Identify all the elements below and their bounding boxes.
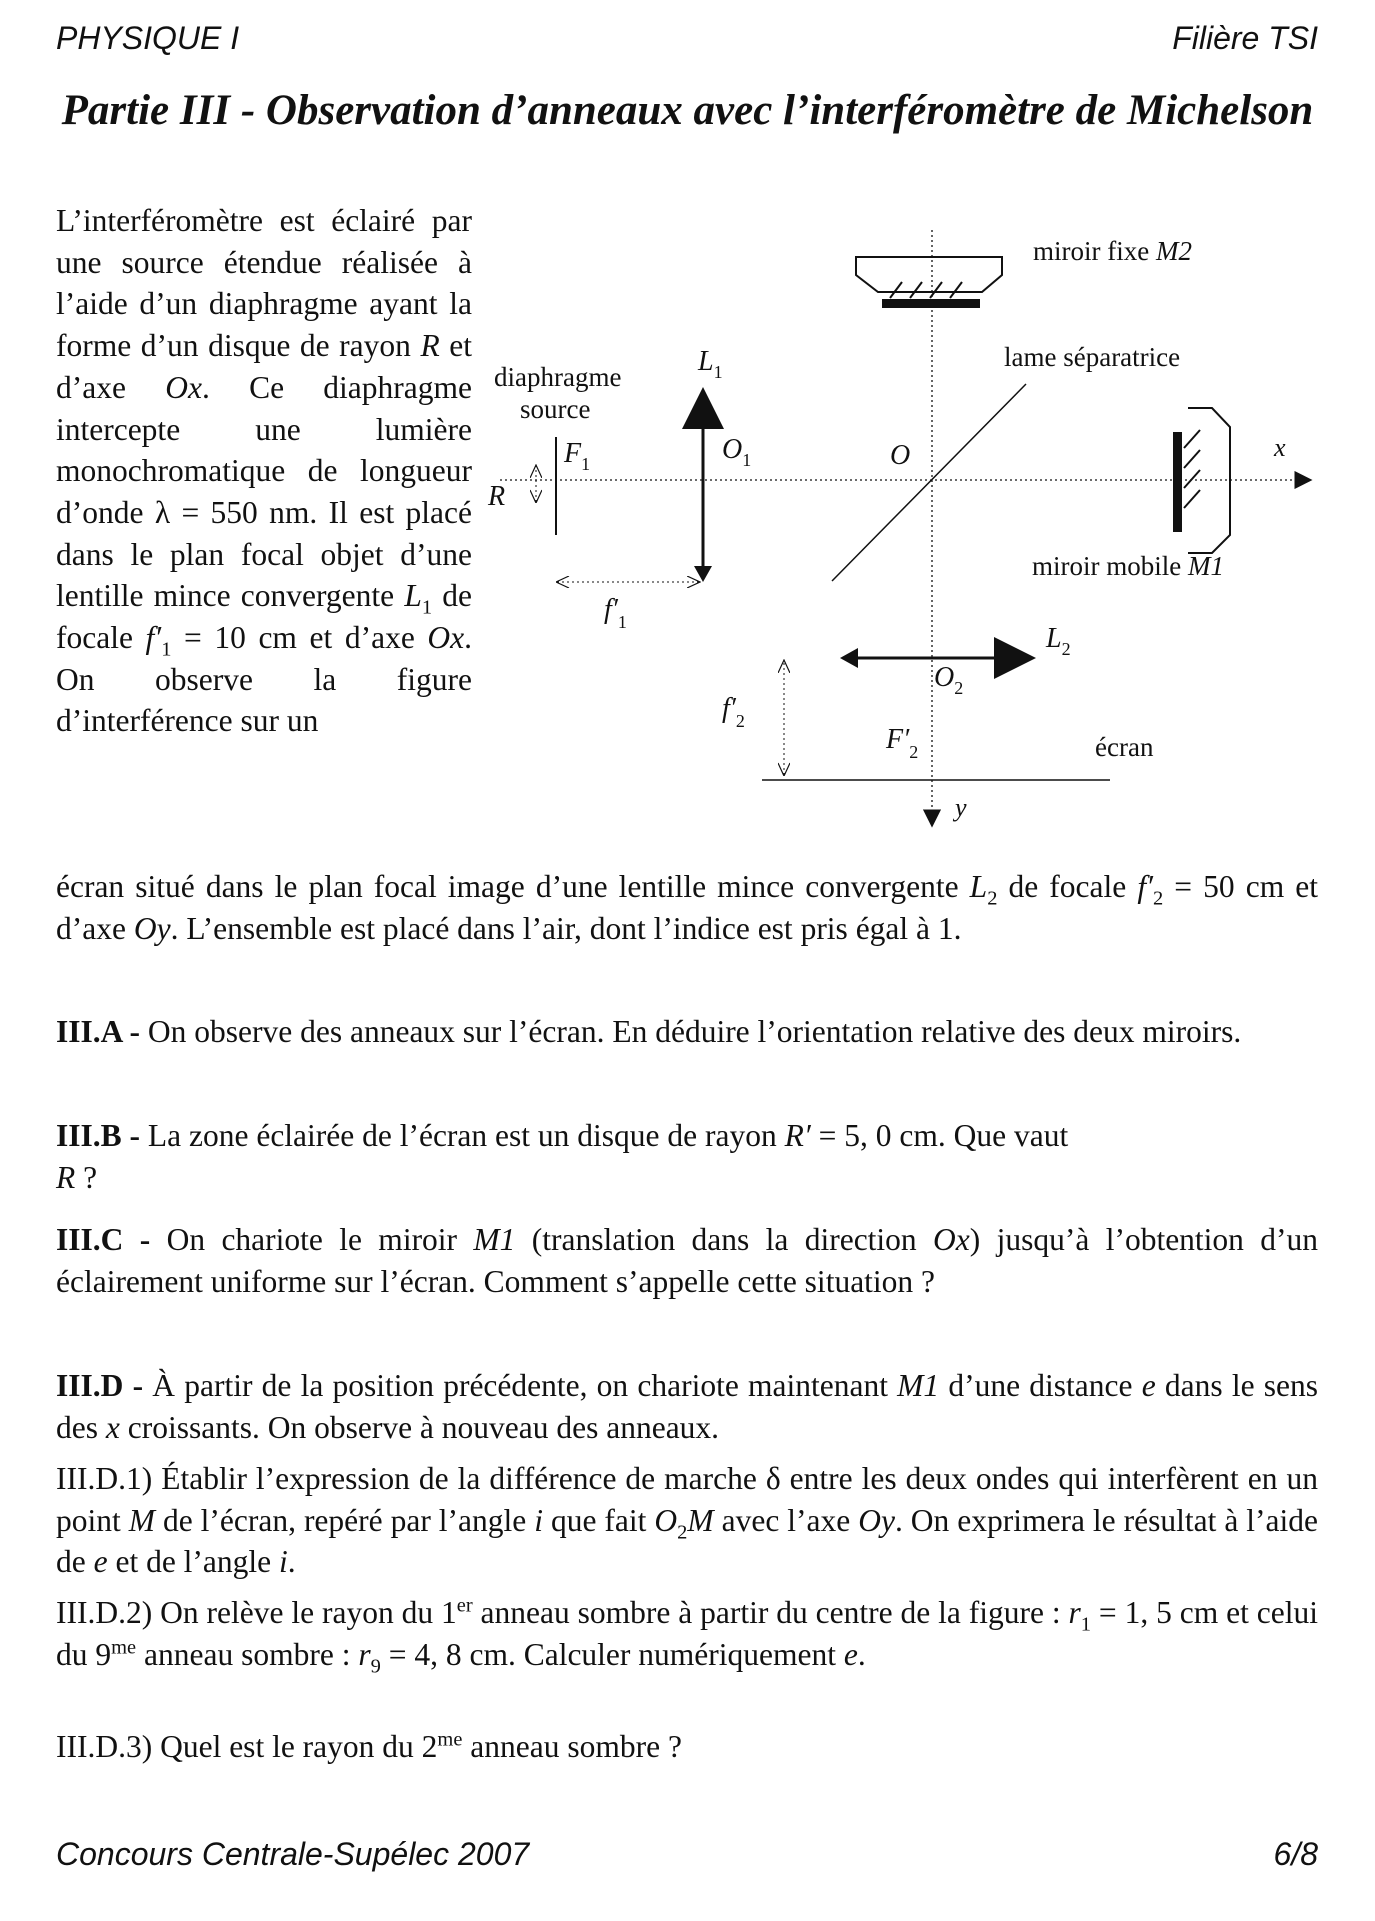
- label-miroir-fixe: miroir fixe M2: [1033, 236, 1192, 266]
- label-lame: lame séparatrice: [1004, 342, 1181, 372]
- question-c: III.C - On chariote le miroir M1 (translation dans la direction Ox) jusqu’à l’obtention d’un éclairement uniforme sur l’écran. Comment s’appelle cette situation ?: [56, 1222, 1319, 1299]
- label-x: x: [1274, 433, 1286, 462]
- question-b: III.B - La zone éclairée de l’écran est un disque de rayon R′ = 5, 0 cm. Que vaut R ?: [56, 1118, 1069, 1195]
- question-d: III.D - À partir de la position précédente, on chariote maintenant M1 d’une distance e dans le sens des x croissants. On observe à nouveau des anneaux.: [56, 1368, 1318, 1445]
- intro-paragraph: L’interféromètre est éclairé par une source étendue réalisée à l’aide d’un diaphragme ayant la forme d’un disque de rayon R et d’axe Ox. Ce diaphragme intercepte une lumière monochromatique de longueur d’onde λ = 550 nm. Il est placé dans le plan focal objet d’une lentille mince convergente $L_1$ de focale $f'_1 = 10$ cm et d’axe Ox. On observe la figure d’interférence sur un: [56, 203, 473, 739]
- label-diaphragme: diaphragme: [494, 362, 622, 392]
- fixed-mirror-m2: [856, 257, 1002, 308]
- footer-page-number: 6/8: [1273, 1836, 1318, 1872]
- label-source: source: [520, 394, 591, 424]
- label-f1: $f'_1$: [604, 594, 627, 632]
- label-f2-point: $F'_2$: [886, 724, 919, 762]
- question-d1: III.D.1) Établir l’expression de la différence de marche δ entre les deux ondes qui interfèrent en un point M de l’écran, repéré par l’angle i que fait $O_2M$ avec l’axe Oy. On exprimera le résultat à l’aide de e et de l’angle i.: [56, 1461, 1318, 1580]
- header-left: PHYSIQUE I: [56, 20, 240, 56]
- footer-left: Concours Centrale-Supélec 2007: [56, 1836, 530, 1872]
- label-l1: $L_1$: [698, 346, 723, 382]
- question-d2: III.D.2) On relève le rayon du 1er anneau sombre à partir du centre de la figure : $r_1 = 1$, 5 cm et celui du $9^{me}$ anneau sombre : $r_9 = 4$, 8 cm. Calculer numériquement e.: [56, 1594, 1318, 1677]
- label-o: O: [890, 440, 911, 471]
- question-d3: III.D.3) Quel est le rayon du $2^{me}$ anneau sombre ?: [56, 1728, 682, 1764]
- header-right: Filière TSI: [1172, 20, 1318, 56]
- question-a: III.A - On observe des anneaux sur l’écran. En déduire l’orientation relative des deux miroirs.: [56, 1014, 1242, 1049]
- label-f1-point: $F_1$: [564, 438, 591, 474]
- label-o1: $O_1$: [722, 434, 752, 470]
- label-l2: $L_2$: [1046, 623, 1071, 659]
- label-r: R: [488, 481, 506, 512]
- label-miroir-mobile: miroir mobile M1: [1032, 551, 1224, 581]
- label-f2: $f'_2$: [722, 693, 745, 731]
- label-o2: $O_2$: [934, 662, 964, 698]
- intro-continuation: écran situé dans le plan focal image d’une lentille mince convergente $L_2$ de focale $f'_2 = 50$ cm et d’axe Oy. L’ensemble est placé dans l’air, dont l’indice est pris égal à 1.: [56, 869, 1319, 946]
- michelson-diagram: [470, 220, 1320, 845]
- page-title: Partie III - Observation d’anneaux avec l’interféromètre de Michelson: [61, 87, 1314, 134]
- beam-splitter: [832, 384, 1026, 581]
- label-y: y: [955, 793, 967, 822]
- label-ecran: écran: [1095, 732, 1154, 762]
